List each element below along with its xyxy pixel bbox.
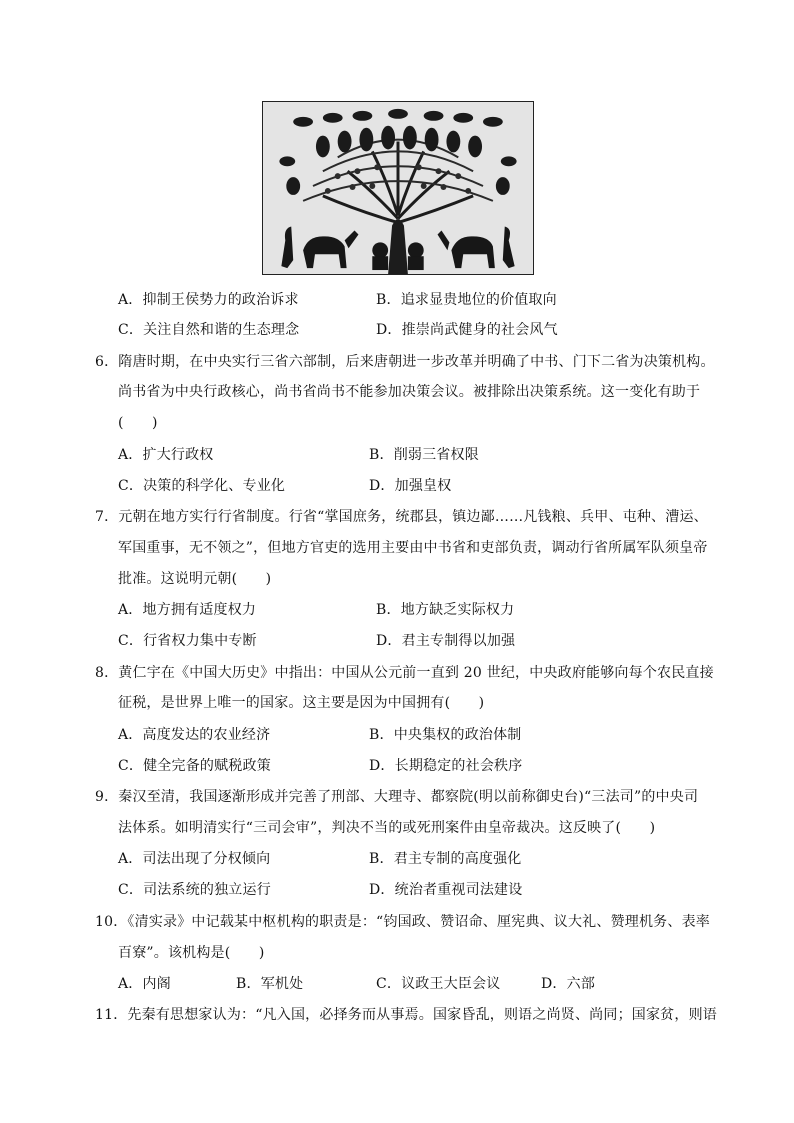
q9-option-a: A．司法出现了分权倾向 [118,851,271,867]
q5-option-a: A．抑制王侯势力的政治诉求 [118,292,299,308]
q6-option-d: D．加强皇权 [369,478,452,494]
q6-stem-line-1: 6．隋唐时期，在中央实行三省六部制，后来唐朝进一步改革并明确了中书、门下二省为决策机构。 [95,354,715,370]
q9-stem-line-1: 9．秦汉至清，我国逐渐形成并完善了刑部、大理寺、都察院(明以前称御史台)“三法司”的中央司 [95,789,699,805]
q9-stem-line-2: 法体系。如明清实行“三司会审”，判决不当的或死刑案件由皇帝裁决。这反映了( ) [118,820,656,836]
q7-option-b: B．地方缺乏实际权力 [376,602,515,618]
q7-option-d: D．君主专制得以加强 [376,633,516,649]
q10-stem-line-1: 10．《清实录》中记载某中枢机构的职责是：“钧国政、赞诏命、厘宪典、议大礼、赞理机务、表率 [95,914,710,930]
q8-option-b: B．中央集权的政治体制 [369,727,522,743]
han-stone-relief-tree-image [262,101,534,275]
q7-option-a: A．地方拥有适度权力 [118,602,257,618]
q6-stem-line-2: 尚书省为中央行政核心，尚书省尚书不能参加决策会议。被排除出决策系统。这一变化有助于 [118,384,701,400]
q6-option-b: B．削弱三省权限 [369,447,479,463]
q8-stem-line-1: 8．黄仁宇在《中国大历史》中指出：中国从公元前一直到 20 世纪，中央政府能够向每个农民直接 [95,665,714,681]
q8-option-d: D．长期稳定的社会秩序 [369,758,523,774]
q7-stem-line-3: 批准。这说明元朝( ) [118,571,272,587]
q5-option-b: B．追求显贵地位的价值取向 [376,292,557,308]
q7-stem-line-2: 军国重事，无不领之”，但地方官吏的选用主要由中书省和吏部负责，调动行省所属军队须皇帝 [118,540,708,556]
q10-stem-line-2: 百寮”。该机构是( ) [118,945,265,961]
q8-option-a: A．高度发达的农业经济 [118,727,271,743]
q10-option-c: C．议政王大臣会议 [376,976,501,992]
q10-option-d: D．六部 [541,976,596,992]
q9-option-c: C．司法系统的独立运行 [118,882,271,898]
q11-stem-line-1: 11．先秦有思想家认为：“凡入国，必择务而从事焉。国家昏乱，则语之尚贤、尚同；国家贫，则语 [95,1007,717,1023]
q5-option-d: D．推崇尚武健身的社会风气 [376,322,558,338]
q6-option-a: A．扩大行政权 [118,447,214,463]
q6-option-c: C．决策的科学化、专业化 [118,478,286,494]
q9-option-b: B．君主专制的高度强化 [369,851,522,867]
q10-option-b: B．军机处 [236,976,304,992]
q7-option-c: C．行省权力集中专断 [118,633,257,649]
q10-option-a: A．内阁 [118,976,171,992]
relief-illustration [263,102,533,274]
q8-stem-line-2: 征税，是世界上唯一的国家。这主要是因为中国拥有( ) [118,695,485,711]
q8-option-c: C．健全完备的赋税政策 [118,758,271,774]
q6-stem-line-3: ( ) [118,415,158,431]
q7-stem-line-1: 7．元朝在地方实行行省制度。行省“掌国庶务，统郡县，镇边鄙……凡钱粮、兵甲、屯种、漕运、 [95,509,708,525]
q5-option-c: C．关注自然和谐的生态理念 [118,322,300,338]
q9-option-d: D．统治者重视司法建设 [369,882,523,898]
